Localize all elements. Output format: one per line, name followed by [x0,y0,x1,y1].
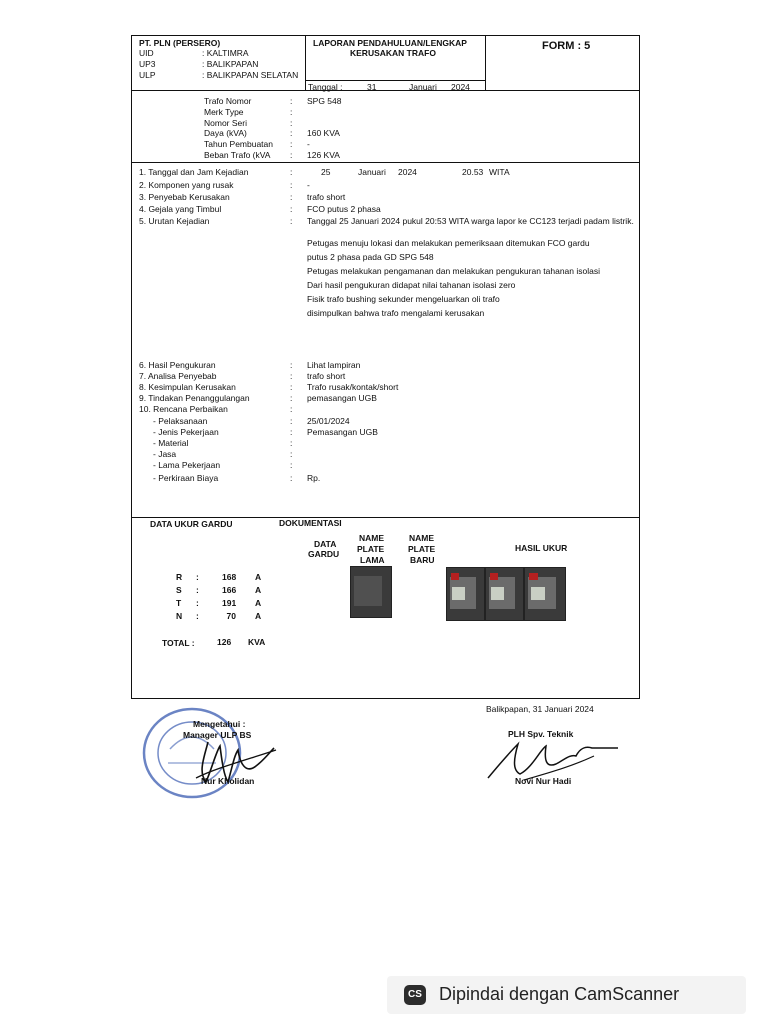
item-colon: : [290,192,293,202]
sign-place-date: Balikpapan, 31 Januari 2024 [486,704,594,714]
tanggal-month: Januari [409,82,437,92]
urutan-line: putus 2 phasa pada GD SPG 548 [307,252,434,262]
ukur-total-unit: KVA [248,637,266,647]
sign-left-name: Nur Kholidan [201,776,255,786]
camscanner-text: Dipindai dengan CamScanner [439,984,680,1004]
ukur-colon: : [196,585,199,595]
sub-item-colon: : [290,427,293,437]
item-label: 2. Komponen yang rusak [139,180,234,190]
sign-left-line1: Mengetahui : [193,719,246,729]
trafo-label: Daya (kVA) [204,128,247,139]
dok-col3-l3: BARU [410,555,435,565]
photo-hasil-ukur-1 [446,567,485,621]
trafo-value: 160 KVA [307,128,340,139]
sub-item-label: - Jenis Pekerjaan [153,427,219,437]
urutan-line: Dari hasil pengukuran didapat nilai tahanan isolasi zero [307,280,516,290]
sign-right-title: PLH Spv. Teknik [508,729,574,739]
sub-item-colon: : [290,449,293,459]
urutan-line: Petugas melakukan pengamanan dan melakukan pengukuran tahanan isolasi [307,266,600,276]
photo-name-plate-lama [350,566,392,618]
ukur-unit: A [255,611,262,621]
photo-hasil-ukur-3 [524,567,566,621]
ukur-total-label: TOTAL : [162,638,195,648]
tanggal-year: 2024 [451,82,470,92]
item-value: - [307,180,310,190]
divider-tanggal [305,80,485,81]
photo-hasil-ukur-2 [485,567,524,621]
kejadian-month: Januari [358,167,386,177]
item-label: 4. Gejala yang Timbul [139,204,222,214]
item-value: trafo short [307,371,346,381]
kejadian-colon: : [290,167,293,177]
up3-value: : BALIKPAPAN [202,59,259,69]
item-colon: : [290,360,293,370]
sub-item-value: Rp. [307,473,321,483]
item-label: 10. Rencana Perbaikan [139,404,228,414]
sub-item-label: - Material [153,438,189,448]
trafo-label: Trafo Nomor [204,96,252,106]
kejadian-label: 1. Tanggal dan Jam Kejadian [139,167,249,177]
ukur-total-value: 126 [217,637,232,647]
up3-label: UP3 [139,59,156,69]
sub-item-colon: : [290,460,293,470]
sub-item-colon: : [290,438,293,448]
item-label: 9. Tindakan Penanggulangan [139,393,250,403]
tanggal-day: 31 [367,82,377,92]
item-label: 6. Hasil Pengukuran [139,360,216,370]
divider-v1 [305,35,306,91]
ulp-label: ULP [139,70,156,80]
trafo-label: Tahun Pembuatan [204,139,273,150]
dok-col1-l2: GARDU [308,549,340,559]
item-value: Tanggal 25 Januari 2024 pukul 20:53 WITA warga lapor ke CC123 terjadi padam listrik. [307,216,634,226]
sub-item-label: - Pelaksanaan [153,416,208,426]
trafo-colon: : [290,106,293,117]
ulp-value: : BALIKPAPAN SELATAN [202,70,299,80]
item-label: 5. Urutan Kejadian [139,216,210,226]
item-value: pemasangan UGB [307,393,377,403]
kejadian-time: 20.53 [462,167,484,177]
report-title-1: LAPORAN PENDAHULUAN/LENGKAP [313,38,467,48]
trafo-colon: : [290,96,293,106]
sign-right-name: Novi Nur Hadi [515,776,572,786]
ukur-value: 166 [222,585,237,595]
sub-item-colon: : [290,416,293,426]
trafo-colon: : [290,117,293,128]
trafo-colon: : [290,150,293,160]
item-colon: : [290,204,293,214]
camscanner-logo-icon: CS [404,985,426,1005]
tanggal-label: Tanggal : [308,82,343,92]
ukur-value: 168 [222,572,237,582]
dok-col1-l1: DATA [314,539,337,549]
divider-data [131,517,640,518]
ukur-colon: : [196,598,199,608]
dok-col3-l1: NAME [409,533,435,543]
item-value: FCO putus 2 phasa [307,204,381,214]
trafo-value: - [307,139,310,150]
trafo-value: 126 KVA [307,150,340,160]
uid-label: UID [139,48,154,58]
item-colon: : [290,382,293,392]
sub-item-label: - Lama Pekerjaan [153,460,221,470]
ukur-colon: : [196,611,199,621]
dok-title: DOKUMENTASI [279,518,342,528]
divider-trafo [131,162,640,163]
kejadian-day: 25 [321,167,331,177]
item-colon: : [290,180,293,190]
ukur-unit: A [255,598,262,608]
urutan-line: disimpulkan bahwa trafo mengalami kerusakan [307,308,485,318]
urutan-line: Petugas menuju lokasi dan melakukan pemeriksaan ditemukan FCO gardu [307,238,590,248]
sign-left-line2: Manager ULP BS [183,730,252,740]
camscanner-badge [387,976,746,1014]
dok-col2-l3: LAMA [360,555,385,565]
ukur-value: 70 [226,611,236,621]
ukur-colon: : [196,572,199,582]
ukur-phase: N [176,611,183,621]
divider-header [131,90,640,91]
ukur-phase: S [176,585,182,595]
sub-item-label: - Perkiraan Biaya [153,473,219,483]
item-value: Trafo rusak/kontak/short [307,382,399,392]
trafo-label: Beban Trafo (kVA [204,150,271,160]
divider-v2 [485,35,486,91]
dok-col4: HASIL UKUR [515,543,568,553]
ukur-phase: T [176,598,182,608]
dok-col2-l2: PLATE [357,544,385,554]
item-colon: : [290,216,293,226]
item-label: 3. Penyebab Kerusakan [139,192,230,202]
item-colon: : [290,371,293,381]
trafo-colon: : [290,139,293,150]
sub-item-value: 25/01/2024 [307,416,350,426]
item-value: Lihat lampiran [307,360,361,370]
sub-item-colon: : [290,473,293,483]
dok-col2-l1: NAME [359,533,385,543]
report-title-2: KERUSAKAN TRAFO [350,48,436,58]
item-colon: : [290,393,293,403]
trafo-label: Nomor Seri [204,117,247,128]
form-number: FORM : 5 [542,40,591,52]
trafo-value: SPG 548 [307,96,342,106]
urutan-line: Fisik trafo bushing sekunder mengeluarkan oli trafo [307,294,500,304]
dok-col3-l2: PLATE [408,544,436,554]
sub-item-label: - Jasa [153,449,177,459]
item-label: 8. Kesimpulan Kerusakan [139,382,236,392]
ukur-title: DATA UKUR GARDU [150,519,233,529]
trafo-label: Merk Type [204,106,244,117]
item-value: trafo short [307,192,346,202]
uid-value: : KALTIMRA [202,48,249,58]
trafo-colon: : [290,128,293,139]
item-colon: : [290,404,293,414]
kejadian-zone: WITA [489,167,510,177]
company-name: PT. PLN (PERSERO) [139,38,221,48]
kejadian-year: 2024 [398,167,417,177]
ukur-phase: R [176,572,183,582]
item-label: 7. Analisa Penyebab [139,371,217,381]
ukur-unit: A [255,572,262,582]
sub-item-value: Pemasangan UGB [307,427,378,437]
ukur-unit: A [255,585,262,595]
ukur-value: 191 [222,598,237,608]
